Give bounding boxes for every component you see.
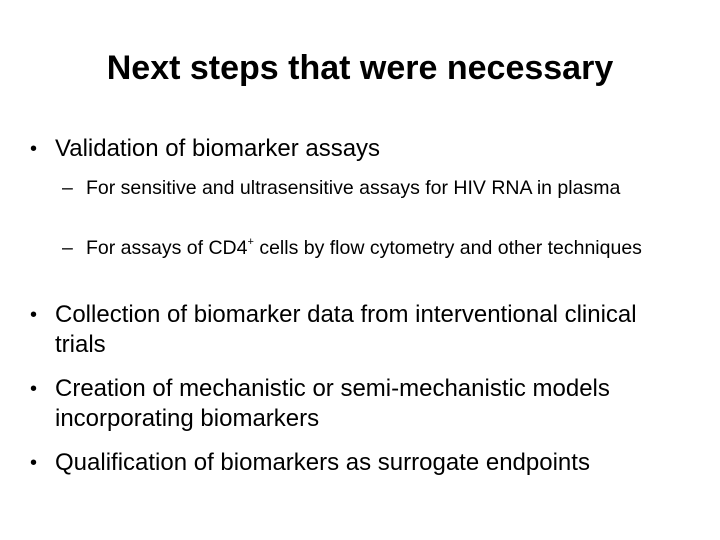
bullet-item (30, 134, 690, 164)
bullet-marker: • (30, 378, 38, 400)
sub-bullet-text: For sensitive and ultrasensitive assays for HIV RNA in plasma (86, 177, 621, 199)
sub-bullet-item (62, 236, 692, 260)
sub-bullet-text (86, 236, 692, 260)
bullet-marker: • (30, 452, 38, 474)
bullet-item (30, 448, 690, 478)
sub-bullet-text-after: cells by flow cytometry and other techniques (253, 237, 642, 259)
slide-title: Next steps that were necessary (106, 49, 614, 87)
bullet-marker: • (30, 304, 38, 326)
bullet-text: Creation of mechanistic or semi-mechanistic models incorporating biomarkers (55, 375, 610, 432)
sub-bullet-item (62, 176, 692, 200)
bullet-text: Qualification of biomarkers as surrogate endpoints (55, 449, 590, 476)
bullet-item (30, 374, 690, 434)
sub-bullet-marker: – (62, 177, 73, 199)
sub-bullet-text-before: For assays of CD4 (86, 237, 248, 259)
bullet-marker: • (30, 138, 38, 160)
bullet-text: Collection of biomarker data from interventional clinical trials (55, 301, 637, 358)
sub-bullet-marker: – (62, 237, 73, 259)
bullet-item (30, 300, 690, 360)
bullet-text: Validation of biomarker assays (55, 135, 381, 162)
superscript-plus: + (247, 235, 254, 248)
